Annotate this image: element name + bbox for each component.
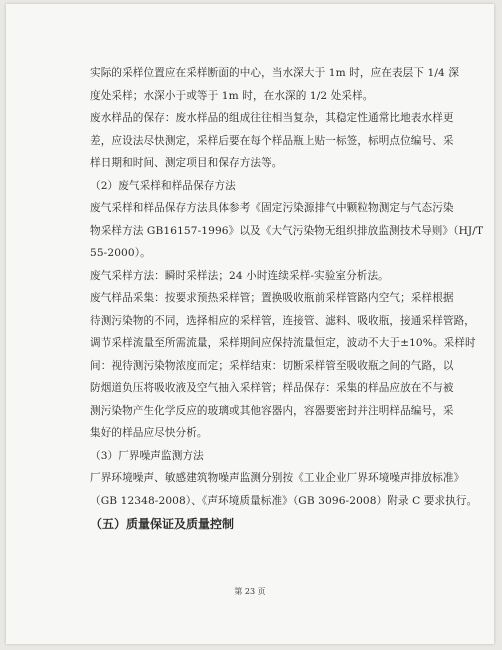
- page-content: [90, 67, 484, 531]
- paragraph-gas-reference: [90, 202, 484, 259]
- text-line: 调节采样流量至所需流量，采样期间应保持流量恒定，波动不大于±10%。采样时: [90, 337, 476, 349]
- text-line: 废水样品的保存：废水样品的组成往往相当复杂，其稳定性通常比地表水样更: [90, 112, 454, 124]
- paragraph-wastewater-storage: [90, 112, 454, 169]
- text-line: 实际的采样位置应在采样断面的中心，当水深大于 1m 时，应在表层下 1/4 深: [90, 67, 460, 79]
- page-number: 第 23 页: [234, 587, 266, 596]
- text-line: 废气采样和样品保存方法具体参考《固定污染源排气中颗粒物测定与气态污染: [90, 202, 454, 214]
- text-line: （GB 12348-2008）、《声环境质量标准》（GB 3096-2008）附录 C 要求执行。: [90, 494, 478, 507]
- text-line: 度处采样；水深小于或等于 1m 时，在水深的 1/2 处采样。: [90, 89, 374, 102]
- subheading-noise-monitoring: （3）厂界噪声监测方法: [90, 449, 204, 462]
- text-line: 待测污染物的不同，选择相应的采样管，连接管、滤料、吸收瓶，接通采样管路，: [90, 314, 475, 327]
- text-line: 厂界环境噪声、敏感建筑物噪声监测分别按《工业企业厂界环境噪声排放标准》: [90, 472, 465, 484]
- text-line: 间：视待测污染物浓度而定；采样结束：切断采样管至吸收瓶之间的气路，以: [90, 359, 454, 372]
- text-line: 差，应设法尽快测定，采样后要在每个样品瓶上贴一标签，标明点位编号、采: [90, 134, 454, 147]
- text-line: 测污染物产生化学反应的玻璃或其他容器内，容器要密封并注明样品编号，采: [90, 404, 454, 417]
- text-line: 防烟道负压将吸收液及空气抽入采样管；样品保存：采集的样品应放在不与被: [90, 382, 454, 394]
- paragraph-gas-collection: [90, 292, 476, 439]
- text-line: 废气样品采集：按要求预热采样管；置换吸收瓶前采样管路内空气；采样根据: [90, 292, 454, 304]
- paragraph-noise-standards: [90, 472, 478, 507]
- section-heading-quality-control: （五）质量保证及质量控制: [90, 516, 235, 531]
- text-line: 样日期和时间、测定项目和保存方法等。: [90, 157, 283, 169]
- text-line: 55-2000）。: [90, 247, 151, 259]
- document-page: [6, 4, 494, 644]
- paragraph-sampling-position: [90, 67, 460, 102]
- paragraph-gas-method: 废气采样方法：瞬时采样法；24 小时连续采样-实验室分析法。: [90, 269, 389, 282]
- text-line: 集好的样品应尽快分析。: [90, 427, 208, 439]
- text-line: 物采样方法 GB16157-1996》以及《大气污染物无组织排放监测技术导则》（HJ/T: [90, 224, 484, 237]
- subheading-gas-sampling: （2）废气采样和样品保存方法: [90, 179, 236, 192]
